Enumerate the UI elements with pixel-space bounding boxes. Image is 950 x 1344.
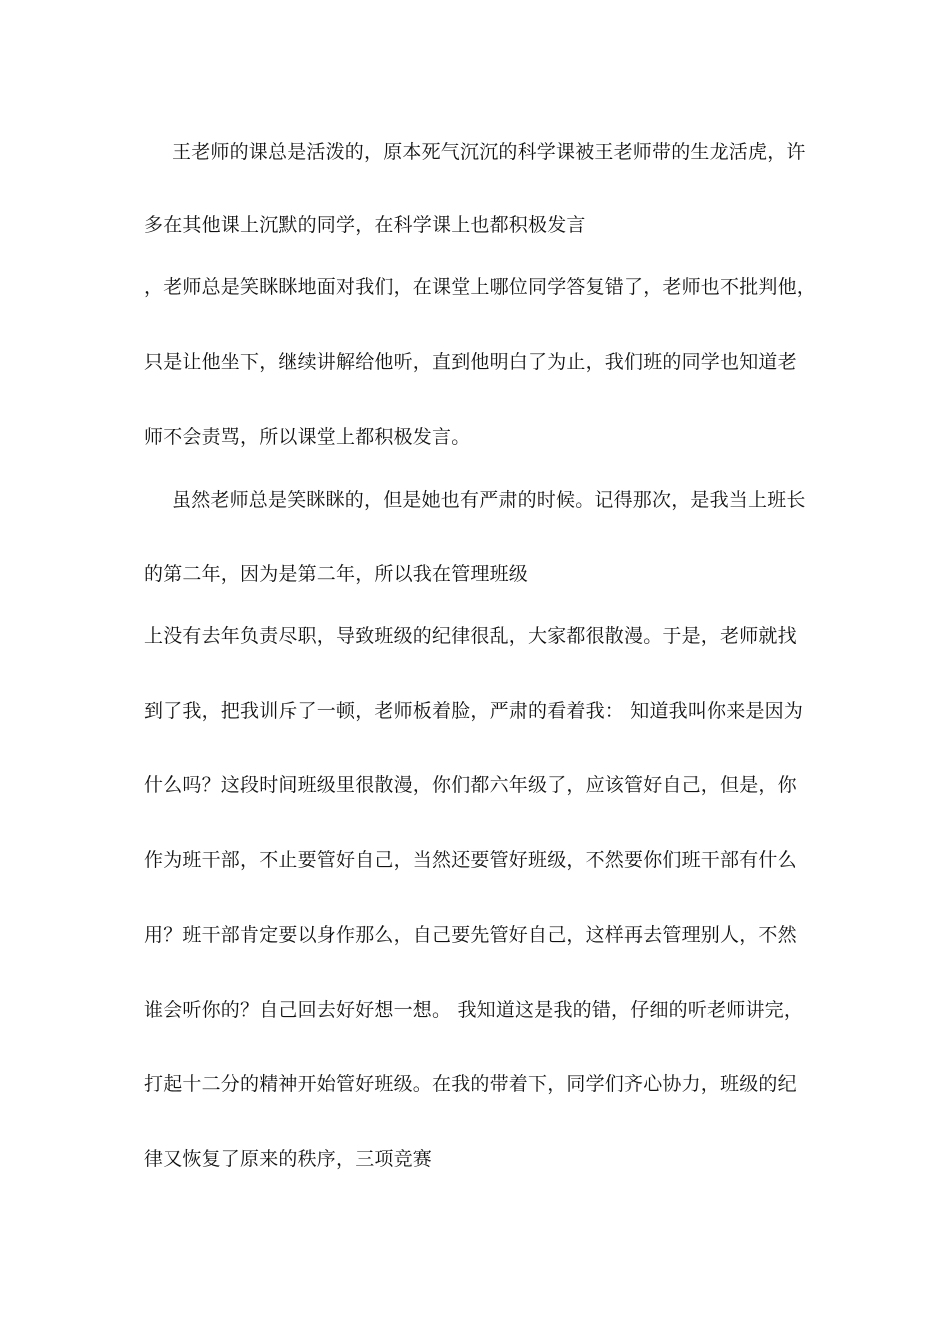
text-line: 多在其他课上沉默的同学，在科学课上也都积极发言	[144, 214, 586, 236]
text-line: 谁会听你的？自己回去好好想一想。 我知道这是我的错，仔细的听老师讲完，	[144, 999, 804, 1021]
text-line: 只是让他坐下，继续讲解给他听，直到他明白了为止，我们班的同学也知道老	[144, 351, 797, 373]
text-line: 到了我，把我训斥了一顿，老师板着脸，严肃的看着我： 知道我叫你来是因为	[144, 700, 804, 722]
text-line: 师不会责骂，所以课堂上都积极发言。	[144, 426, 471, 448]
text-line: 上没有去年负责尽职，导致班级的纪律很乱，大家都很散漫。于是，老师就找	[144, 625, 797, 647]
text-line: ，老师总是笑眯眯地面对我们，在课堂上哪位同学答复错了，老师也不批判他，	[144, 276, 817, 298]
text-line: 什么吗？这段时间班级里很散漫，你们都六年级了，应该管好自己，但是，你	[144, 774, 797, 796]
text-line: 的第二年，因为是第二年，所以我在管理班级	[144, 563, 529, 585]
text-line: 虽然老师总是笑眯眯的，但是她也有严肃的时候。记得那次，是我当上班长	[172, 489, 806, 511]
text-line: 王老师的课总是活泼的，原本死气沉沉的科学课被王老师带的生龙活虎，许	[172, 141, 806, 163]
text-line: 律又恢复了原来的秩序，三项竞赛	[144, 1148, 433, 1170]
text-line: 作为班干部，不止要管好自己，当然还要管好班级，不然要你们班干部有什么	[144, 849, 797, 871]
text-line: 打起十二分的精神开始管好班级。在我的带着下，同学们齐心协力，班级的纪	[144, 1073, 797, 1095]
text-line: 用？班干部肯定要以身作那么，自己要先管好自己，这样再去管理别人，不然	[144, 924, 797, 946]
